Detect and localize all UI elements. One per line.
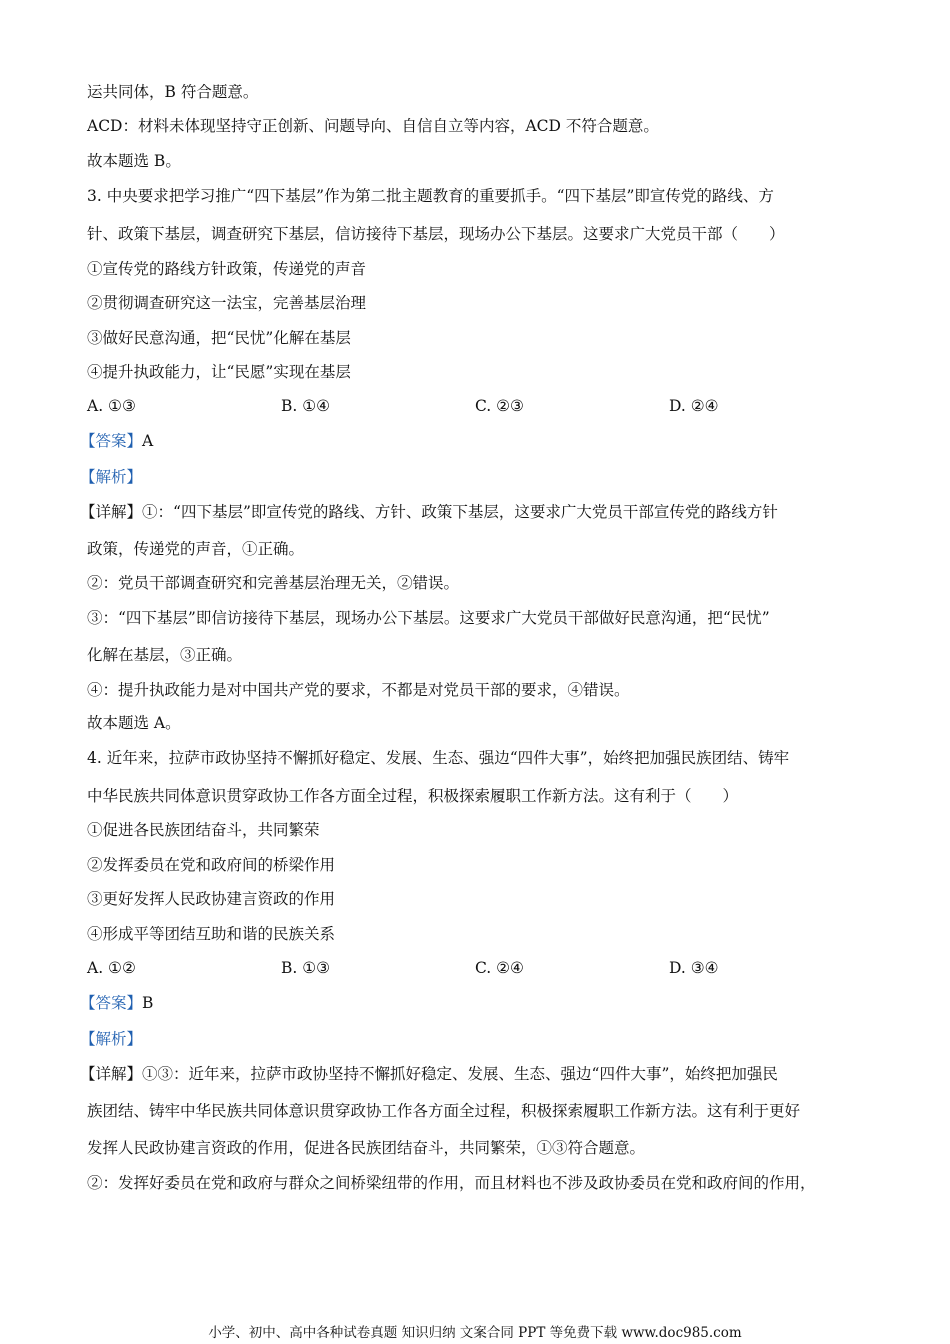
question-4-stem: 中华民族共同体意识贯穿政协工作各方面全过程，积极探索履职工作新方法。这有利于（ ） xyxy=(87,787,739,805)
question-3-item: ②贯彻调查研究这一法宝，完善基层治理 xyxy=(87,294,367,312)
detail-text: 化解在基层，③正确。 xyxy=(87,646,243,664)
question-3-item: ①宣传党的路线方针政策，传递党的声音 xyxy=(87,260,367,278)
option-a: A. ①② xyxy=(87,959,136,977)
answer-tag: 【答案】 xyxy=(80,994,143,1012)
option-c: C. ②④ xyxy=(475,959,524,977)
question-3-stem: 针、政策下基层，调查研究下基层，信访接待下基层，现场办公下基层。这要求广大党员干部（ ） xyxy=(87,225,785,243)
detail-text: ①：“四下基层”即宣传党的路线、方针、政策下基层，这要求广大党员干部宣传党的路线方针 xyxy=(142,503,778,521)
question-4-item: ①促进各民族团结奋斗，共同繁荣 xyxy=(87,821,320,839)
detail-text: ①③：近年来，拉萨市政协坚持不懈抓好稳定、发展、生态、强边“四件大事”，始终把加强民 xyxy=(142,1065,778,1083)
detail-text: ②：党员干部调查研究和完善基层治理无关，②错误。 xyxy=(87,574,460,592)
detail-tag: 【详解】 xyxy=(80,1065,143,1083)
question-4-item: ④形成平等团结互助和谐的民族关系 xyxy=(87,925,336,943)
analysis-tag: 【解析】 xyxy=(80,1030,143,1048)
question-3-answer xyxy=(80,431,153,451)
detail-text: ④：提升执政能力是对中国共产党的要求，不都是对党员干部的要求，④错误。 xyxy=(87,681,630,699)
question-4-stem: 4. 近年来，拉萨市政协坚持不懈抓好稳定、发展、生态、强边“四件大事”，始终把加强民族团结、铸牢 xyxy=(87,749,790,767)
detail-text: ②：发挥好委员在党和政府与群众之间桥梁纽带的作用，而且材料也不涉及政协委员在党和政府间的作用， xyxy=(87,1174,816,1192)
option-d: D. ③④ xyxy=(669,959,719,977)
option-d: D. ②④ xyxy=(669,397,719,415)
answer-tag: 【答案】 xyxy=(80,432,143,450)
question-3-detail xyxy=(80,502,778,522)
answer-value: B xyxy=(142,994,154,1012)
analysis-tag: 【解析】 xyxy=(80,468,143,486)
detail-text: 政策，传递党的声音，①正确。 xyxy=(87,540,305,558)
question-3-item: ③做好民意沟通，把“民忧”化解在基层 xyxy=(87,329,351,347)
question-4-item: ②发挥委员在党和政府间的桥梁作用 xyxy=(87,856,336,874)
text-line: 运共同体，B 符合题意。 xyxy=(87,83,259,101)
text-line: ACD：材料未体现坚持守正创新、问题导向、自信自立等内容，ACD 不符合题意。 xyxy=(87,117,659,135)
question-3-stem: 3. 中央要求把学习推广“四下基层”作为第二批主题教育的重要抓手。“四下基层”即宣传党的路线、方 xyxy=(87,187,774,205)
question-3-item: ④提升执政能力，让“民愿”实现在基层 xyxy=(87,363,351,381)
detail-tag: 【详解】 xyxy=(80,503,143,521)
page-footer: 小学、初中、高中各种试卷真题 知识归纳 文案合同 PPT 等免费下载 www.doc985.com xyxy=(208,1325,742,1341)
question-4-detail xyxy=(80,1064,778,1084)
option-b: B. ①③ xyxy=(281,959,331,977)
detail-text: 族团结、铸牢中华民族共同体意识贯穿政协工作各方面全过程，积极探索履职工作新方法。这有利于更好 xyxy=(87,1102,801,1120)
detail-text: 故本题选 A。 xyxy=(87,714,181,732)
option-c: C. ②③ xyxy=(475,397,524,415)
question-4-answer xyxy=(80,993,153,1013)
option-b: B. ①④ xyxy=(281,397,331,415)
text-line: 故本题选 B。 xyxy=(87,152,181,170)
answer-value: A xyxy=(142,432,154,450)
detail-text: ③：“四下基层”即信访接待下基层，现场办公下基层。这要求广大党员干部做好民意沟通，把“民忧” xyxy=(87,609,770,627)
option-a: A. ①③ xyxy=(87,397,136,415)
question-4-item: ③更好发挥人民政协建言资政的作用 xyxy=(87,890,336,908)
detail-text: 发挥人民政协建言资政的作用，促进各民族团结奋斗，共同繁荣，①③符合题意。 xyxy=(87,1139,646,1157)
